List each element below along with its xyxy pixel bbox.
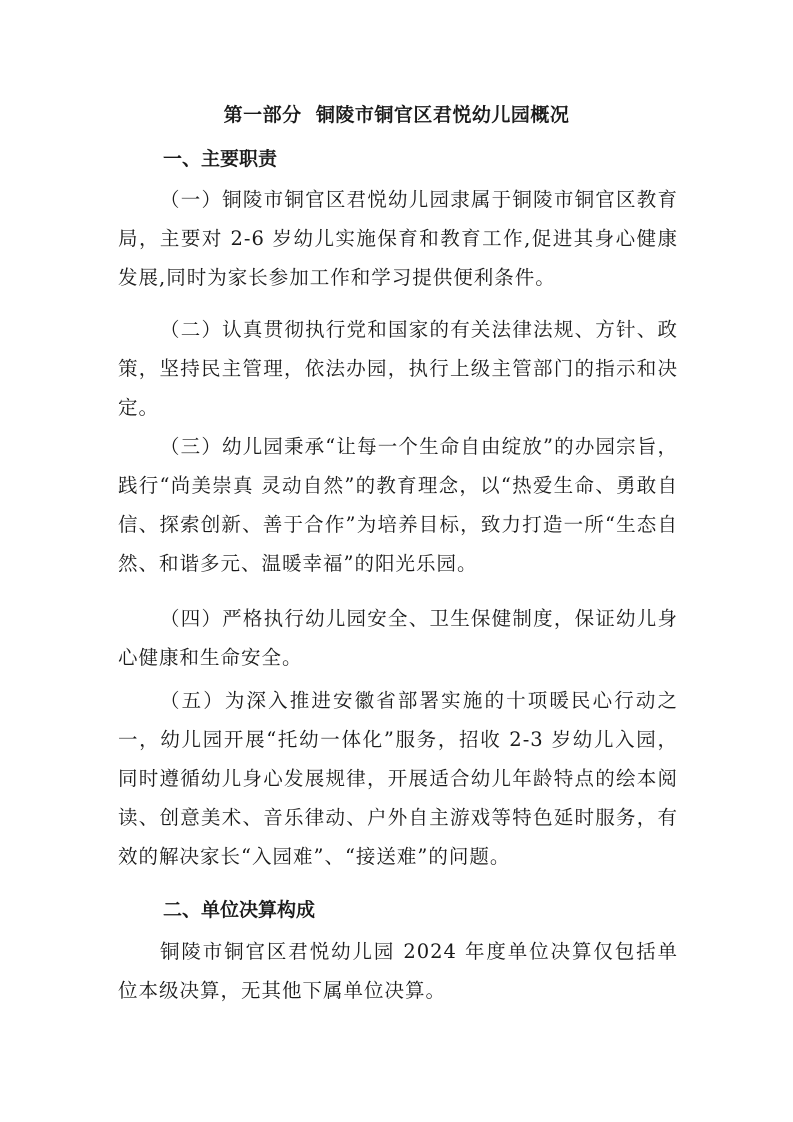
- paragraph-duty-3: （三）幼儿园秉承“让每一个生命自由绽放”的办园宗旨，践行“尚美崇真 灵动自然”的教育理念，以“热爱生命、勇敢自信、探索创新、善于合作”为培养目标，致力打造一所“生态自然、和谐多元、温暖幸福”的阳光乐园。: [118, 435, 678, 575]
- paragraph-duty-1: （一）铜陵市铜官区君悦幼儿园隶属于铜陵市铜官区教育局，主要对 2-6 岁幼儿实施保育和教育工作,促进其身心健康发展,同时为家长参加工作和学习提供便利条件。: [118, 188, 678, 289]
- paragraph-duty-5: （五）为深入推进安徽省部署实施的十项暖民心行动之一，幼儿园开展“托幼一体化”服务，招收 2-3 岁幼儿入园，同时遵循幼儿身心发展规律，开展适合幼儿年龄特点的绘本阅读、创意美术、音乐律动、户外自主游戏等特色延时服务，有效的解决家长“入园难”、“接送难”的问题。: [118, 689, 678, 868]
- paragraph-duty-2: （二）认真贯彻执行党和国家的有关法律法规、方针、政策，坚持民主管理，依法办园，执行上级主管部门的指示和决定。: [118, 318, 678, 419]
- paragraph-duty-4: （四）严格执行幼儿园安全、卫生保健制度，保证幼儿身心健康和生命安全。: [118, 607, 678, 669]
- section-heading-unit-composition: 二、单位决算构成: [163, 899, 316, 921]
- section-heading-main-duties: 一、主要职责: [163, 148, 278, 170]
- page-title: 第一部分 铜陵市铜官区君悦幼儿园概况: [223, 104, 570, 126]
- paragraph-unit-composition: 铜陵市铜官区君悦幼儿园 2024 年度单位决算仅包括单位本级决算，无其他下属单位决算。: [118, 940, 678, 1002]
